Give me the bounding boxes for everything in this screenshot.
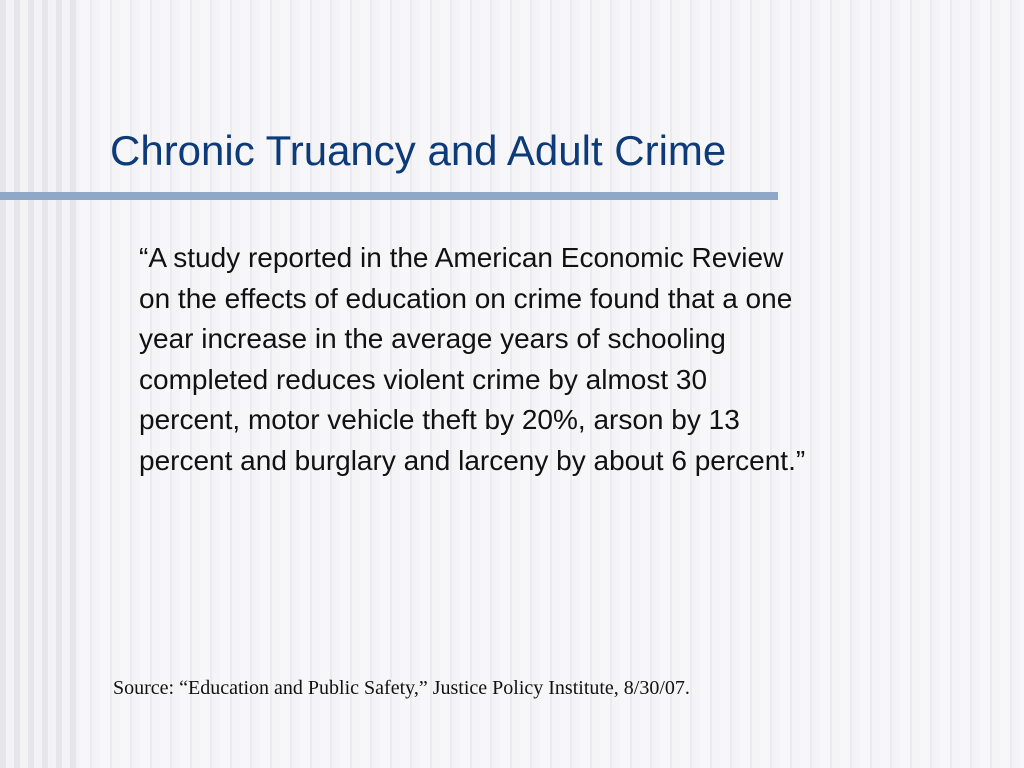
quote-line: percent and burglary and larceny by about 6 percent.” (139, 444, 806, 476)
decorative-stripes (0, 0, 78, 768)
quote-line: year increase in the average years of schooling (139, 323, 726, 354)
source-citation: Source: “Education and Public Safety,” Justice Policy Institute, 8/30/07. (113, 677, 690, 699)
quote-line: on the effects of education on crime found that a one (139, 282, 793, 314)
quote-line: percent, motor vehicle theft by 20%, arson by 13 (139, 404, 740, 435)
slide-title: Chronic Truancy and Adult Crime (110, 127, 727, 174)
quote-line: “A study reported in the American Economic Review (139, 242, 784, 273)
quote-line: completed reduces violent crime by almost 30 (139, 363, 708, 395)
quote-text (139, 238, 959, 481)
title-underline (0, 192, 778, 200)
